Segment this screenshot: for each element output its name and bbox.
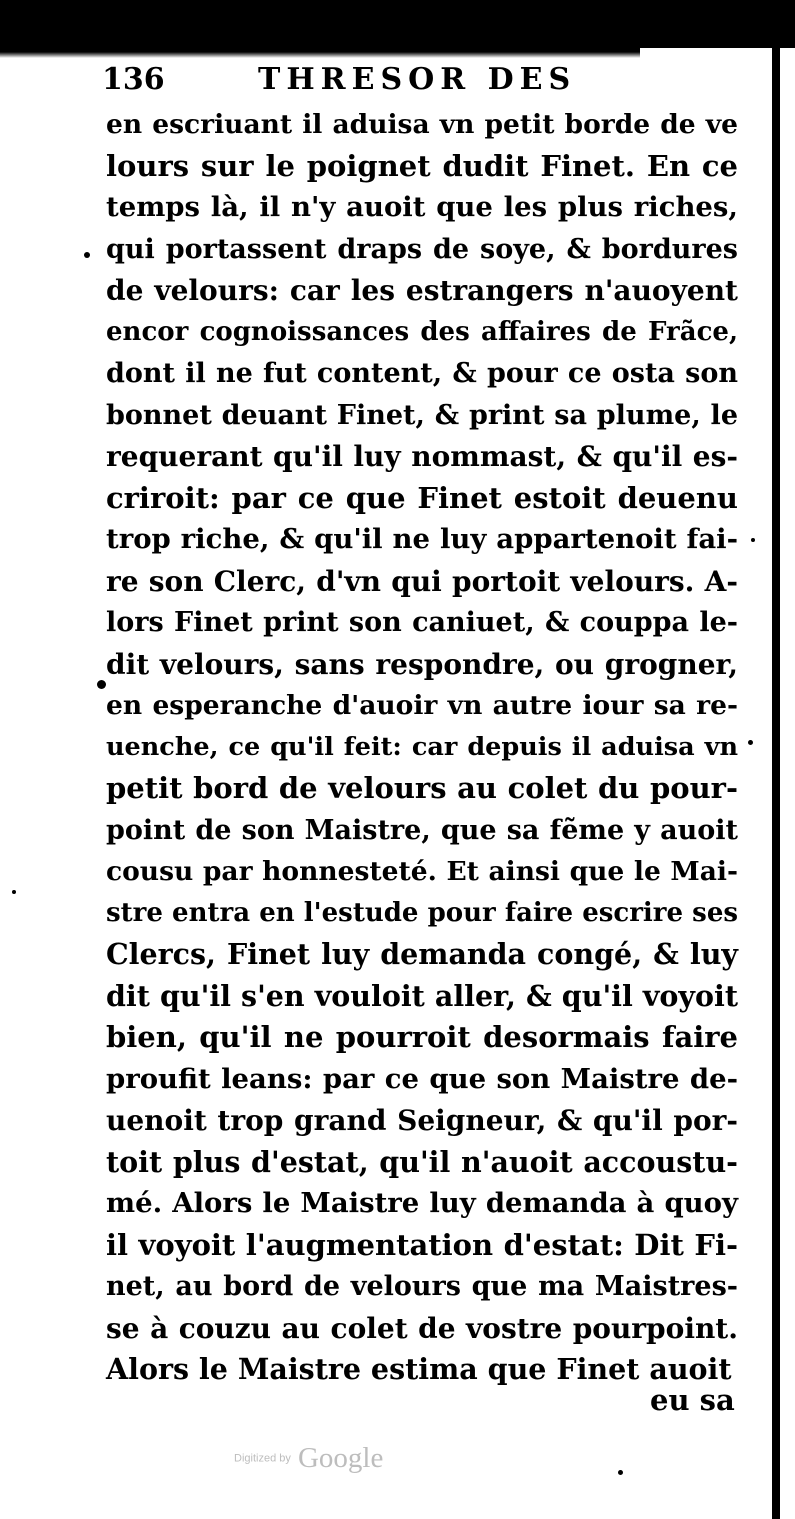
text-line: uenche, ce qu'il feit: car depuis il aduisa vn — [106, 731, 738, 762]
text-line: trop riche, & qu'il ne luy appartenoit fai- — [106, 523, 738, 555]
text-line: Alors le Maistre estima que Finet auoit — [106, 1352, 732, 1386]
page-header — [102, 56, 622, 104]
text-line: bonnet deuant Finet, & print sa plume, le — [106, 399, 738, 431]
text-line: en escriuant il aduisa vn petit borde de ve — [106, 109, 738, 140]
text-line: se à couzu au colet de vostre pourpoint. — [106, 1311, 738, 1345]
text-line: bien, qu'il ne pourroit desormais faire — [106, 1020, 738, 1054]
ink-speck — [751, 538, 755, 542]
body-text — [106, 104, 738, 1391]
text-line: toit plus d'estat, qu'il n'auoit accoustu- — [106, 1144, 738, 1179]
text-line: lours sur le poignet dudit Finet. En ce — [106, 148, 738, 183]
page-number: 136 — [102, 62, 165, 97]
watermark-prefix: Digitized by — [234, 1452, 291, 1465]
ink-speck — [618, 1470, 623, 1475]
ink-speck — [84, 252, 90, 258]
text-line: cousu par honnesteté. Et ainsi que le Mai- — [106, 856, 738, 887]
scan-right-edge — [772, 48, 780, 1519]
running-head: THRESOR DES — [258, 62, 577, 97]
text-line: il voyoit l'augmentation d'estat: Dit Fi- — [106, 1227, 738, 1262]
text-line: requerant qu'il luy nommast, & qu'il es- — [106, 440, 738, 473]
watermark-brand-logo: Google — [297, 1442, 384, 1474]
text-line: point de son Maistre, que sa fẽme y auoit — [106, 814, 738, 846]
text-line: lors Finet print son caniuet, & couppa le- — [106, 607, 738, 638]
text-line: mé. Alors le Maistre luy demanda à quoy — [106, 1187, 738, 1219]
scan-top-edge — [0, 0, 795, 48]
ink-speck — [12, 890, 16, 894]
text-line: Clercs, Finet luy demanda congé, & luy — [106, 937, 738, 971]
text-line: net, au bord de velours que ma Maistres- — [106, 1271, 738, 1302]
text-line: en esperanche d'auoir vn autre iour sa re- — [106, 690, 738, 721]
text-line: temps là, il n'y auoit que les plus riches, — [106, 191, 738, 223]
text-line: qui portassent draps de soye, & bordures — [106, 233, 738, 265]
text-line: proufit leans: par ce que son Maistre de- — [106, 1062, 738, 1095]
text-line: uenoit trop grand Seigneur, & qu'il por- — [106, 1104, 738, 1137]
text-line: dit qu'il s'en vouloit aller, & qu'il voyoit — [106, 978, 738, 1013]
text-line: re son Clerc, d'vn qui portoit velours. A- — [106, 564, 738, 598]
text-line: petit bord de velours au colet du pour- — [106, 771, 738, 805]
text-line: dont il ne fut content, & pour ce osta son — [106, 358, 738, 389]
ink-speck — [748, 740, 753, 745]
catchword: eu sa — [650, 1383, 735, 1417]
text-line: dit velours, sans respondre, ou grogner, — [106, 647, 738, 681]
text-line: stre entra en l'estude pour faire escrire ses — [106, 897, 738, 928]
text-line: de velours: car les estrangers n'auoyent — [106, 274, 738, 307]
text-line: criroit: par ce que Finet estoit deuenu — [106, 480, 738, 515]
ink-speck — [97, 680, 106, 689]
text-line: encor cognoissances des affaires de Frãce, — [106, 316, 738, 347]
digitization-watermark — [234, 1442, 383, 1478]
